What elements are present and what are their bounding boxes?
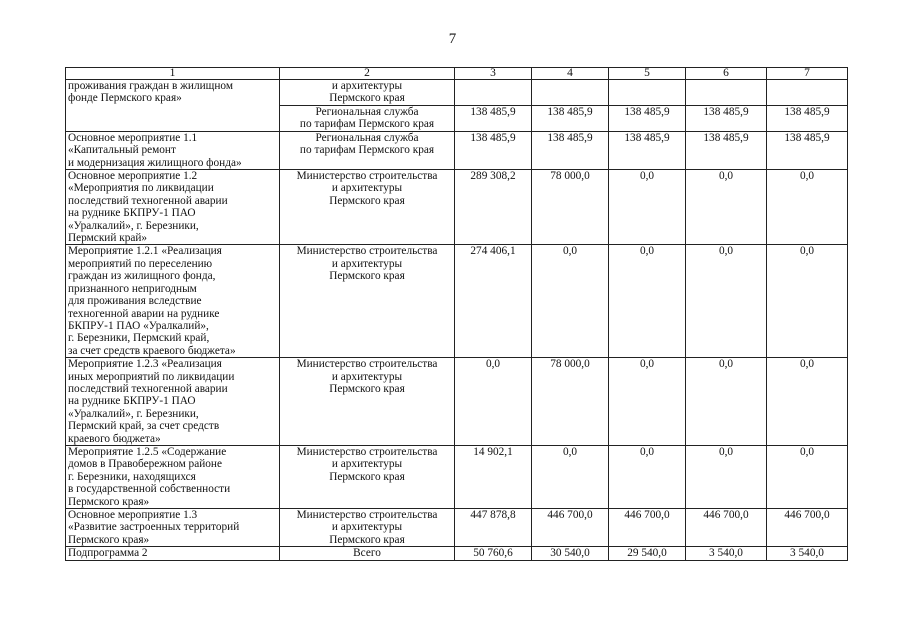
table-row xyxy=(66,509,848,547)
table-row xyxy=(66,358,848,446)
executor: Министерство строительства и архитектуры Пермского края xyxy=(280,445,455,508)
value-cell: 0,0 xyxy=(686,358,767,446)
table-row xyxy=(66,445,848,508)
value-cell: 0,0 xyxy=(532,445,609,508)
col-header: 7 xyxy=(767,68,848,80)
executor: Министерство строительства и архитектуры Пермского края xyxy=(280,170,455,245)
value-cell: 289 308,2 xyxy=(455,170,532,245)
value-cell: 0,0 xyxy=(686,170,767,245)
executor: Всего xyxy=(280,547,455,560)
value-cell: 0,0 xyxy=(767,445,848,508)
value-cell: 0,0 xyxy=(532,245,609,358)
activity-name: Подпрограмма 2 xyxy=(66,547,280,560)
executor: Министерство строительства и архитектуры Пермского края xyxy=(280,245,455,358)
value-cell: 274 406,1 xyxy=(455,245,532,358)
value-cell: 0,0 xyxy=(609,245,686,358)
value-cell xyxy=(686,80,767,106)
value-cell: 3 540,0 xyxy=(686,547,767,560)
value-cell: 138 485,9 xyxy=(686,131,767,169)
value-cell: 78 000,0 xyxy=(532,170,609,245)
executor: Министерство строительства и архитектуры Пермского края xyxy=(280,509,455,547)
table-row xyxy=(66,547,848,560)
value-cell xyxy=(767,80,848,106)
value-cell: 78 000,0 xyxy=(532,358,609,446)
executor: Региональная служба по тарифам Пермского края xyxy=(280,131,455,169)
value-cell: 0,0 xyxy=(686,445,767,508)
activity-name: Мероприятие 1.2.1 «Реализация мероприятий по переселению граждан из жилищного фонда, признанного непригодным для проживания вследствие техногенной аварии на руднике БКПРУ-1 ПАО «Уралкалий», г. Березники, Пермский край, за счет средств краевого бюджета» xyxy=(66,245,280,358)
executor: и архитектуры Пермского края xyxy=(280,80,455,106)
value-cell: 0,0 xyxy=(455,358,532,446)
value-cell: 0,0 xyxy=(609,170,686,245)
table-row xyxy=(66,170,848,245)
value-cell: 446 700,0 xyxy=(609,509,686,547)
activity-name: Основное мероприятие 1.2 «Мероприятия по ликвидации последствий техногенной аварии на руднике БКПРУ-1 ПАО «Уралкалий», г. Березники, Пермский край» xyxy=(66,170,280,245)
value-cell: 0,0 xyxy=(767,358,848,446)
col-header: 5 xyxy=(609,68,686,80)
col-header: 2 xyxy=(280,68,455,80)
value-cell xyxy=(609,80,686,106)
activity-name: проживания граждан в жилищном фонде Пермского края» xyxy=(66,80,280,132)
value-cell: 447 878,8 xyxy=(455,509,532,547)
table-row xyxy=(66,245,848,358)
activity-name: Мероприятие 1.2.5 «Содержание домов в Правобережном районе г. Березники, находящихся в государственной собственности Пермского края» xyxy=(66,445,280,508)
budget-table xyxy=(65,67,848,561)
header-row xyxy=(66,68,848,80)
value-cell: 0,0 xyxy=(609,358,686,446)
value-cell: 0,0 xyxy=(609,445,686,508)
executor: Министерство строительства и архитектуры Пермского края xyxy=(280,358,455,446)
value-cell xyxy=(532,80,609,106)
col-header: 6 xyxy=(686,68,767,80)
executor: Региональная служба по тарифам Пермского края xyxy=(280,106,455,132)
value-cell: 446 700,0 xyxy=(767,509,848,547)
value-cell: 30 540,0 xyxy=(532,547,609,560)
activity-name: Основное мероприятие 1.3 «Развитие застроенных территорий Пермского края» xyxy=(66,509,280,547)
value-cell: 138 485,9 xyxy=(532,106,609,132)
value-cell: 3 540,0 xyxy=(767,547,848,560)
col-header: 1 xyxy=(66,68,280,80)
value-cell: 50 760,6 xyxy=(455,547,532,560)
activity-name: Основное мероприятие 1.1 «Капитальный ремонт и модернизация жилищного фонда» xyxy=(66,131,280,169)
value-cell: 446 700,0 xyxy=(686,509,767,547)
value-cell: 138 485,9 xyxy=(455,131,532,169)
value-cell: 0,0 xyxy=(767,245,848,358)
col-header: 3 xyxy=(455,68,532,80)
value-cell: 0,0 xyxy=(686,245,767,358)
value-cell: 29 540,0 xyxy=(609,547,686,560)
value-cell: 138 485,9 xyxy=(609,106,686,132)
activity-name: Мероприятие 1.2.3 «Реализация иных мероприятий по ликвидации последствий техногенной аварии на руднике БКПРУ-1 ПАО «Уралкалий», г. Березники, Пермский край, за счет средств краевого бюджета» xyxy=(66,358,280,446)
value-cell: 138 485,9 xyxy=(767,131,848,169)
value-cell: 138 485,9 xyxy=(455,106,532,132)
value-cell: 0,0 xyxy=(767,170,848,245)
value-cell xyxy=(455,80,532,106)
value-cell: 138 485,9 xyxy=(532,131,609,169)
value-cell: 138 485,9 xyxy=(686,106,767,132)
page-number: 7 xyxy=(448,31,457,47)
table-row xyxy=(66,131,848,169)
col-header: 4 xyxy=(532,68,609,80)
value-cell: 446 700,0 xyxy=(532,509,609,547)
table-row xyxy=(66,80,848,106)
value-cell: 138 485,9 xyxy=(609,131,686,169)
value-cell: 14 902,1 xyxy=(455,445,532,508)
value-cell: 138 485,9 xyxy=(767,106,848,132)
